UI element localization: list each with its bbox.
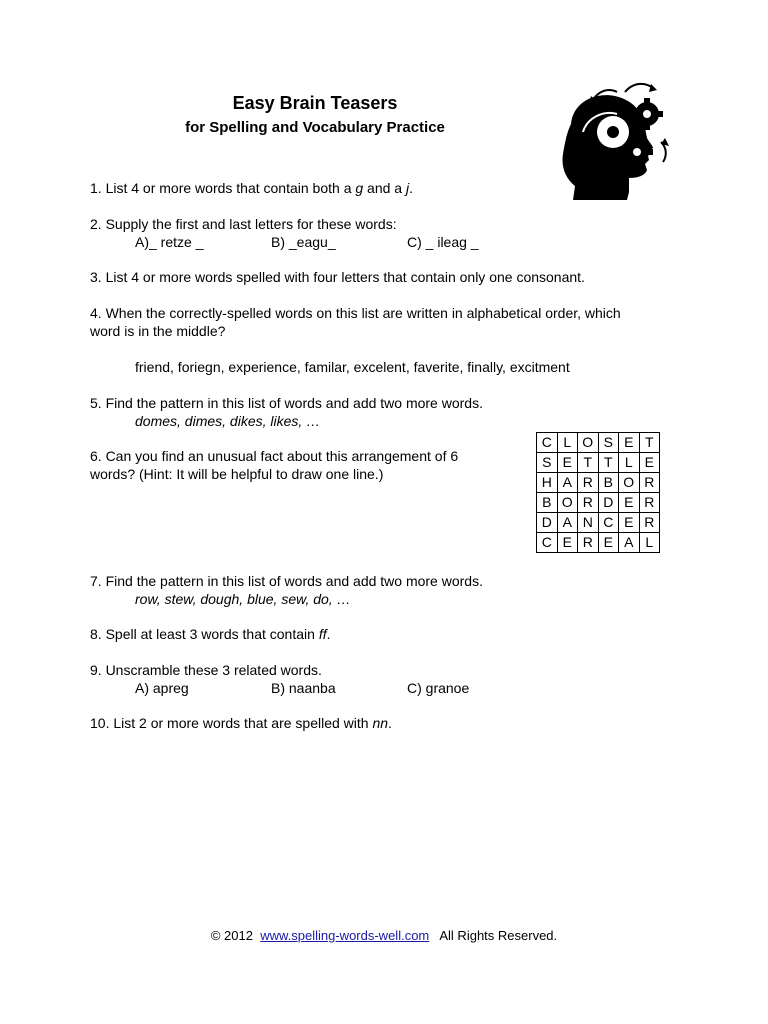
grid-cell: T [598,453,619,473]
question-5: 5. Find the pattern in this list of words and add two more words. [90,395,483,411]
grid-row [537,433,660,453]
option-b: B) _eagu_ [271,234,336,250]
option-c: C) granoe [407,680,470,696]
question-9: 9. Unscramble these 3 related words. [90,662,322,678]
grid-cell: C [598,513,619,533]
question-7-word-list: row, stew, dough, blue, sew, do, … [135,591,351,607]
grid-row [537,473,660,493]
question-1: 1. List 4 or more words that contain both a g and a j. [90,180,414,196]
grid-cell: B [537,493,558,513]
question-4-word-list: friend, foriegn, experience, familar, excelent, faverite, finally, excitment [135,359,570,375]
question-2: 2. Supply the first and last letters for these words: [90,216,397,232]
grid-cell: T [639,433,660,453]
rights-text: All Rights Reserved. [439,928,558,943]
grid-cell: L [557,433,578,453]
grid-cell: A [619,533,640,553]
grid-cell: S [598,433,619,453]
grid-cell: E [598,533,619,553]
grid-cell: H [537,473,558,493]
question-2-options [135,233,479,251]
page-subtitle: for Spelling and Vocabulary Practice [185,119,445,136]
option-a: A) apreg [135,680,189,696]
footer [0,928,768,943]
question-6-line-1: 6. Can you find an unusual fact about this arrangement of 6 [90,448,459,464]
grid-row [537,513,660,533]
grid-cell: C [537,433,558,453]
grid-cell: R [639,473,660,493]
grid-cell: L [619,453,640,473]
question-10: 10. List 2 or more words that are spelled with nn. [90,715,392,731]
grid-cell: D [537,513,558,533]
question-5-word-list: domes, dimes, dikes, likes, … [135,413,321,429]
grid-row [537,453,660,473]
question-8: 8. Spell at least 3 words that contain ff. [90,626,331,642]
head-with-gears-icon [553,82,673,215]
website-link[interactable]: www.spelling-words-well.com [260,928,430,943]
grid-cell: E [639,453,660,473]
grid-cell: A [557,513,578,533]
grid-cell: T [578,453,599,473]
grid-cell: E [557,533,578,553]
question-4-line-2: word is in the middle? [90,323,226,339]
question-6-line-2: words? (Hint: It will be helpful to draw one line.) [90,466,384,482]
grid-cell: E [619,493,640,513]
grid-row [537,493,660,513]
grid-row [537,533,660,553]
option-c: C) _ ileag _ [407,234,479,250]
grid-cell: O [557,493,578,513]
grid-cell: R [578,473,599,493]
option-a: A)_ retze _ [135,234,204,250]
grid-cell: E [619,513,640,533]
question-9-options [135,679,469,697]
grid-cell: B [598,473,619,493]
grid-cell: S [537,453,558,473]
page-title: Easy Brain Teasers [232,93,398,113]
grid-cell: L [639,533,660,553]
grid-cell: C [537,533,558,553]
grid-cell: R [639,513,660,533]
grid-cell: R [578,493,599,513]
grid-cell: D [598,493,619,513]
question-4-line-1: 4. When the correctly-spelled words on this list are written in alphabetical order, which [90,305,621,321]
grid-cell: R [578,533,599,553]
copyright-text: © 2012 [210,928,253,943]
option-b: B) naanba [271,680,336,696]
grid-cell: N [578,513,599,533]
grid-cell: A [557,473,578,493]
grid-cell: E [619,433,640,453]
grid-cell: E [557,453,578,473]
grid-cell: O [619,473,640,493]
letter-grid [536,432,660,553]
grid-cell: O [578,433,599,453]
question-7: 7. Find the pattern in this list of words and add two more words. [90,573,483,589]
question-3: 3. List 4 or more words spelled with four letters that contain only one consonant. [90,269,585,285]
grid-cell: R [639,493,660,513]
